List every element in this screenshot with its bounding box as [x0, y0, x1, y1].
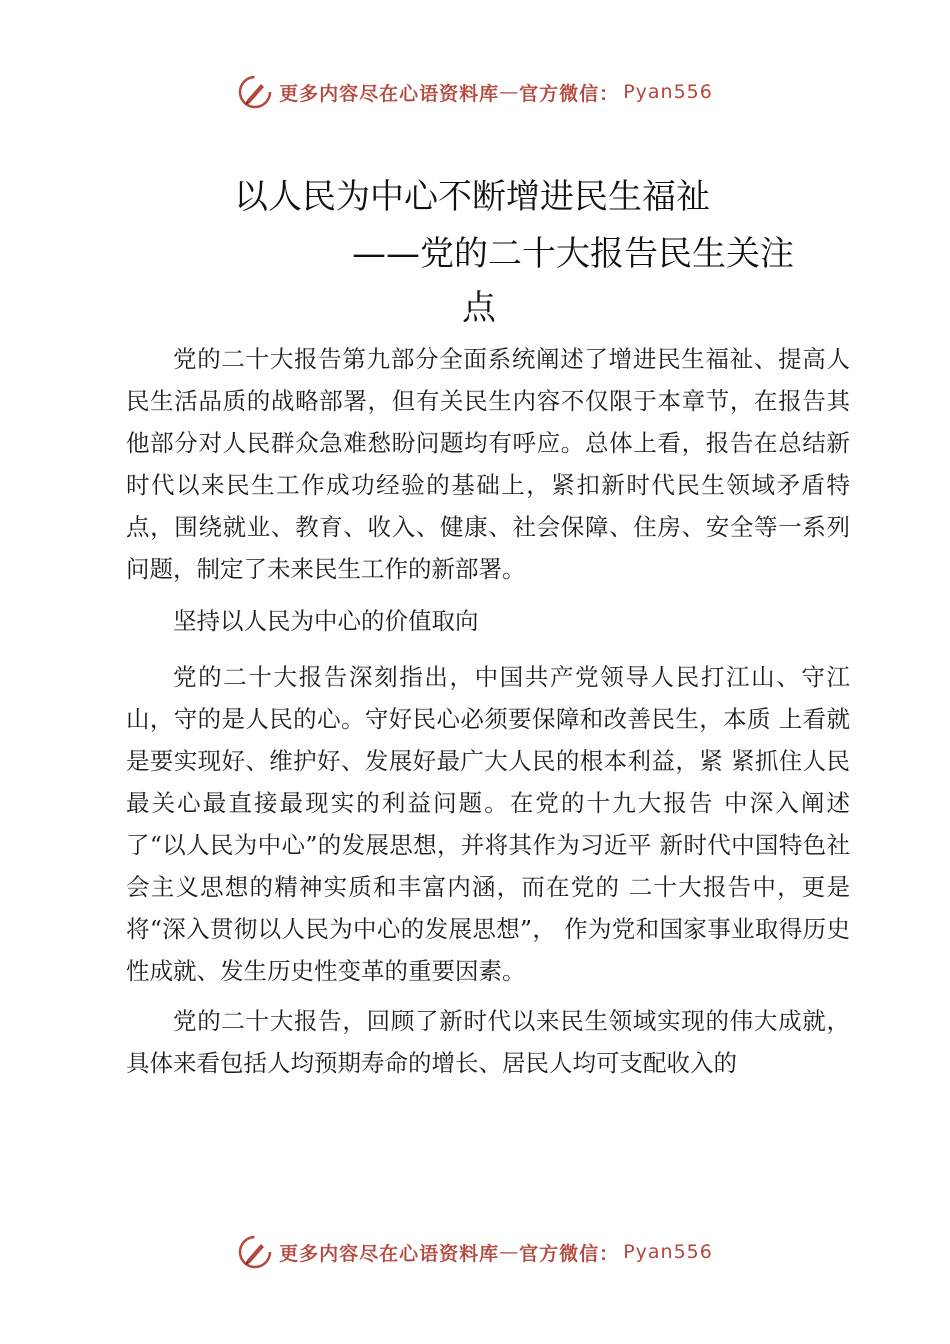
- banner-brand-text: 更多内容尽在心语资料库: [279, 1242, 500, 1265]
- section-heading: 坚持以人民为中心的价值取向: [173, 607, 479, 635]
- banner-wechat-label: 官方微信：: [519, 1242, 620, 1265]
- banner-wechat-id: Pyan556: [623, 1241, 713, 1263]
- pen-logo-icon: [237, 74, 273, 110]
- footer-watermark-banner: [0, 1230, 950, 1274]
- header-watermark-banner: [0, 70, 950, 114]
- document-title: 以人民为中心不断增进民生福祉: [234, 177, 710, 217]
- document-body: [126, 338, 850, 1084]
- banner-dash: —: [499, 1241, 520, 1263]
- body-paragraph-1: 党的二十大报告第九部分全面系统阐述了增进民生福祉、提高人民生活品质的战略部署，但有关民生内容不仅限于本章节，在报告其他部分对人民群众急难愁盼问题均有呼应。总体上看，报告在总结新时代以来民生工作成功经验的基础上，紧扣新时代民生领域矛盾特点，围绕就业、教育、收入、健康、社会保障、住房、安全等一系列问题，制定了未来民生工作的新部署。: [126, 345, 850, 583]
- pen-logo-icon: [237, 1234, 273, 1270]
- banner-wechat-label: 官方微信：: [519, 82, 620, 105]
- document-subtitle: ——党的二十大报告民生关注: [352, 234, 794, 274]
- banner-wechat-id: Pyan556: [623, 81, 713, 103]
- document-subtitle-tail: 点: [462, 288, 496, 328]
- body-paragraph-2: 党的二十大报告深刻指出，中国共产党领导人民打江山、守江山，守的是人民的心。守好民心必须要保障和改善民生，本质 上看就是要实现好、维护好、发展好最广大人民的根本利益，紧 紧抓住人民最关心最直接最现实的利益问题。在党的十九大报告 中深入阐述了“以人民为中心”的发展思想，并将其作为习近平 新时代中国特色社会主义思想的精神实质和丰富内涵，而在党的 二十大报告中，更是将“深入贯彻以人民为中心的发展思想”， 作为党和国家事业取得历史性成就、发生历史性变革的重要因素。: [126, 663, 850, 985]
- body-paragraph-3: 党的二十大报告，回顾了新时代以来民生领域实现的伟大成就，具体来看包括人均预期寿命的增长、居民人均可支配收入的: [126, 1007, 850, 1077]
- banner-brand-text: 更多内容尽在心语资料库: [279, 82, 500, 105]
- banner-dash: —: [499, 81, 520, 103]
